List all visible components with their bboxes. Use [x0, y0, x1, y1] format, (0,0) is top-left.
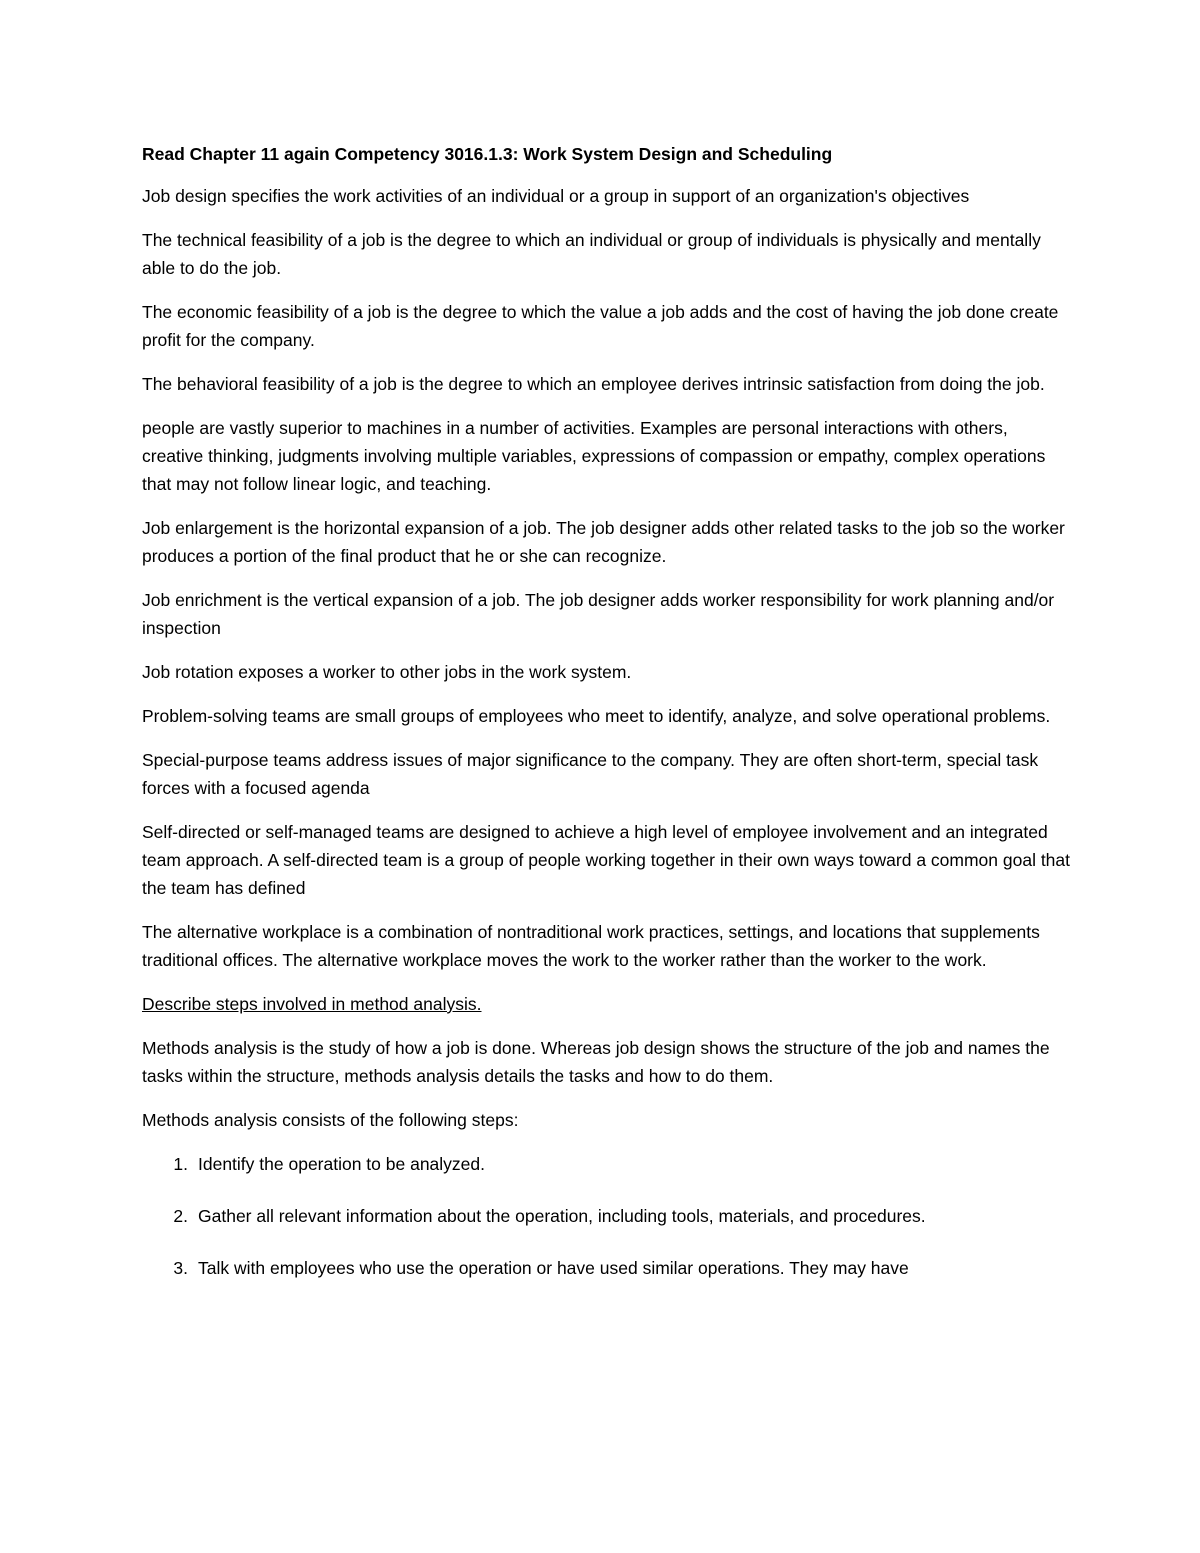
list-item-number: 3. [173, 1258, 188, 1278]
document-title: Read Chapter 11 again Competency 3016.1.3: Work System Design and Scheduling [142, 144, 833, 164]
paragraph-methods-analysis: Methods analysis is the study of how a job is done. Whereas job design shows the structure of the job and names the tasks within the structure, methods analysis details the tasks and how to do them. [142, 1038, 1050, 1086]
paragraph-job-enrichment: Job enrichment is the vertical expansion of a job. The job designer adds worker responsibility for work planning and/or inspection [142, 590, 1055, 638]
paragraph-problem-solving-teams: Problem-solving teams are small groups of employees who meet to identify, analyze, and solve operational problems. [142, 706, 1051, 726]
paragraph-self-directed-teams: Self-directed or self-managed teams are designed to achieve a high level of employee involvement and an integrated team approach. A self-directed team is a group of people working together in their own ways toward a common goal that the team has defined [142, 822, 1071, 898]
list-item-text: Identify the operation to be analyzed. [198, 1154, 486, 1174]
list-item-text: Talk with employees who use the operation or have used similar operations. They may have [198, 1258, 909, 1278]
list-item-number: 2. [173, 1206, 188, 1226]
document-page [142, 140, 1072, 1306]
paragraph-job-rotation: Job rotation exposes a worker to other jobs in the work system. [142, 662, 632, 682]
paragraph-job-enlargement: Job enlargement is the horizontal expansion of a job. The job designer adds other related tasks to the job so the worker produces a portion of the final product that he or she can recognize. [142, 518, 1065, 566]
paragraph-behavioral-feasibility: The behavioral feasibility of a job is the degree to which an employee derives intrinsic satisfaction from doing the job. [142, 374, 1045, 394]
paragraph-special-purpose-teams: Special-purpose teams address issues of major significance to the company. They are often short-term, special task forces with a focused agenda [142, 750, 1039, 798]
steps-list [142, 1150, 1072, 1282]
paragraph-people-vs-machines: people are vastly superior to machines in a number of activities. Examples are personal interactions with others, creative thinking, judgments involving multiple variables, expressions of compassion or empathy, complex operations that may not follow linear logic, and teaching. [142, 418, 1046, 494]
list-item-number: 1. [173, 1154, 188, 1174]
section-heading: Describe steps involved in method analysis. [142, 994, 482, 1014]
list-item [142, 1254, 1072, 1282]
list-item [142, 1150, 1072, 1178]
paragraph-technical-feasibility: The technical feasibility of a job is the degree to which an individual or group of individuals is physically and mentally able to do the job. [142, 230, 1041, 278]
paragraph-steps-intro: Methods analysis consists of the following steps: [142, 1110, 519, 1130]
list-item-text: Gather all relevant information about the operation, including tools, materials, and procedures. [198, 1206, 926, 1226]
paragraph-alternative-workplace: The alternative workplace is a combination of nontraditional work practices, settings, and locations that supplements traditional offices. The alternative workplace moves the work to the worker rather than the worker to the work. [142, 922, 1040, 970]
list-item [142, 1202, 1072, 1230]
paragraph-economic-feasibility: The economic feasibility of a job is the degree to which the value a job adds and the cost of having the job done create profit for the company. [142, 302, 1059, 350]
paragraph-job-design: Job design specifies the work activities of an individual or a group in support of an organization's objectives [142, 186, 970, 206]
